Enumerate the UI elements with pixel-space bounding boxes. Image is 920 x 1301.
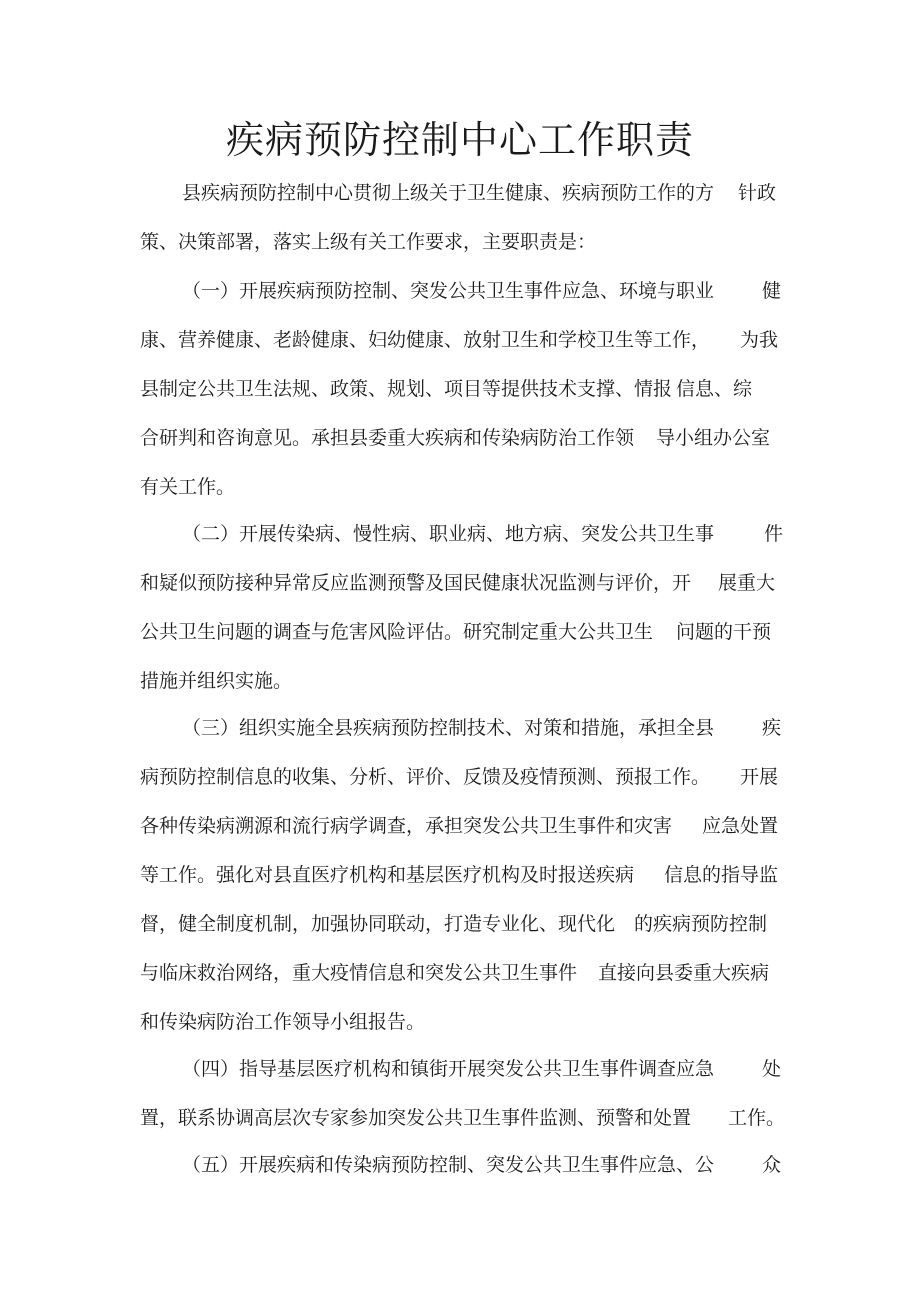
text-line — [0, 661, 920, 701]
text-segment: 健 — [762, 280, 782, 302]
text-line — [0, 320, 920, 360]
text-line — [0, 173, 920, 213]
text-segment: 县疾病预防控制中心贯彻上级关于卫生健康、疾病预防工作的方 — [182, 182, 715, 204]
text-segment: 疾 — [762, 717, 782, 739]
text-line — [0, 855, 920, 895]
text-segment: 为我 — [740, 329, 779, 351]
text-segment: 众 — [762, 1154, 782, 1176]
text-segment: 督，健全制度机制，加强协同联动，打造专业化、现代化 — [140, 913, 616, 935]
text-line — [0, 514, 920, 554]
text-segment: 信息、综 — [676, 378, 753, 400]
text-segment: 开展 — [740, 766, 779, 788]
text-segment: 康、营养健康、老龄健康、妇幼健康、放射卫生和学校卫生等工作， — [140, 329, 711, 351]
text-segment: 信息的指导监 — [664, 864, 779, 886]
text-line — [0, 418, 920, 458]
text-segment: 的疾病预防控制 — [634, 913, 768, 935]
text-segment: 措施并组织实施。 — [140, 670, 293, 692]
text-line — [0, 757, 920, 797]
text-segment: 问题的干预 — [676, 621, 772, 643]
text-segment: （二）开展传染病、慢性病、职业病、地方病、突发公共卫生事 — [182, 523, 715, 545]
text-segment: 各种传染病溯源和流行病学调查，承担突发公共卫生事件和灾害 — [140, 815, 673, 837]
text-segment: 策、决策部署，落实上级有关工作要求，主要职责是： — [140, 231, 597, 253]
text-line — [0, 369, 920, 409]
text-segment: 置，联系协调高层次专家参加突发公共卫生事件监测、预警和处置 — [140, 1107, 692, 1129]
text-line — [0, 904, 920, 944]
text-segment: 病预防控制信息的收集、分析、评价、反馈及疫情预测、预报工作。 — [140, 766, 711, 788]
text-segment: 展重大 — [718, 572, 776, 594]
text-line — [0, 563, 920, 603]
text-line — [0, 467, 920, 507]
text-segment: 县制定公共卫生法规、政策、规划、项目等提供技术支撑、情报 — [140, 378, 673, 400]
text-segment: （五）开展疾病和传染病预防控制、突发公共卫生事件应急、公 — [182, 1154, 715, 1176]
text-segment: 导小组办公室 — [656, 427, 771, 449]
text-segment: （三）组织实施全县疾病预防控制技术、对策和措施，承担全县 — [182, 717, 715, 739]
text-segment: （一）开展疾病预防控制、突发公共卫生事件应急、环境与职业 — [182, 280, 715, 302]
text-segment: 件 — [764, 523, 784, 545]
text-line — [0, 708, 920, 748]
text-line — [0, 222, 920, 262]
text-segment: 合研判和咨询意见。承担县委重大疾病和传染病防治工作领 — [140, 427, 635, 449]
text-segment: 针政 — [738, 182, 777, 204]
text-line — [0, 953, 920, 993]
text-line — [0, 806, 920, 846]
text-line — [0, 1002, 920, 1042]
text-segment: （四）指导基层医疗机构和镇街开展突发公共卫生事件调查应急 — [182, 1058, 715, 1080]
text-segment: 公共卫生问题的调查与危害风险评估。研究制定重大公共卫生 — [140, 621, 654, 643]
text-segment: 和传染病防治工作领导小组报告。 — [140, 1011, 426, 1033]
text-line — [0, 271, 920, 311]
text-segment: 处 — [762, 1058, 782, 1080]
text-segment: 与临床救治网络，重大疫情信息和突发公共卫生事件 — [140, 962, 578, 984]
text-segment: 等工作。强化对县直医疗机构和基层医疗机构及时报送疾病 — [140, 864, 635, 886]
text-line — [0, 612, 920, 652]
text-segment: 应急处置 — [702, 815, 779, 837]
text-segment: 直接向县委重大疾病 — [598, 962, 770, 984]
text-segment: 有关工作。 — [140, 476, 236, 498]
text-line — [0, 1049, 920, 1089]
text-line — [0, 1145, 920, 1185]
text-line — [0, 1098, 920, 1138]
text-segment: 工作。 — [728, 1107, 786, 1129]
document-title: 疾病预防控制中心工作职责 — [225, 118, 694, 162]
text-segment: 和疑似预防接种异常反应监测预警及国民健康状况监测与评价，开 — [140, 572, 692, 594]
